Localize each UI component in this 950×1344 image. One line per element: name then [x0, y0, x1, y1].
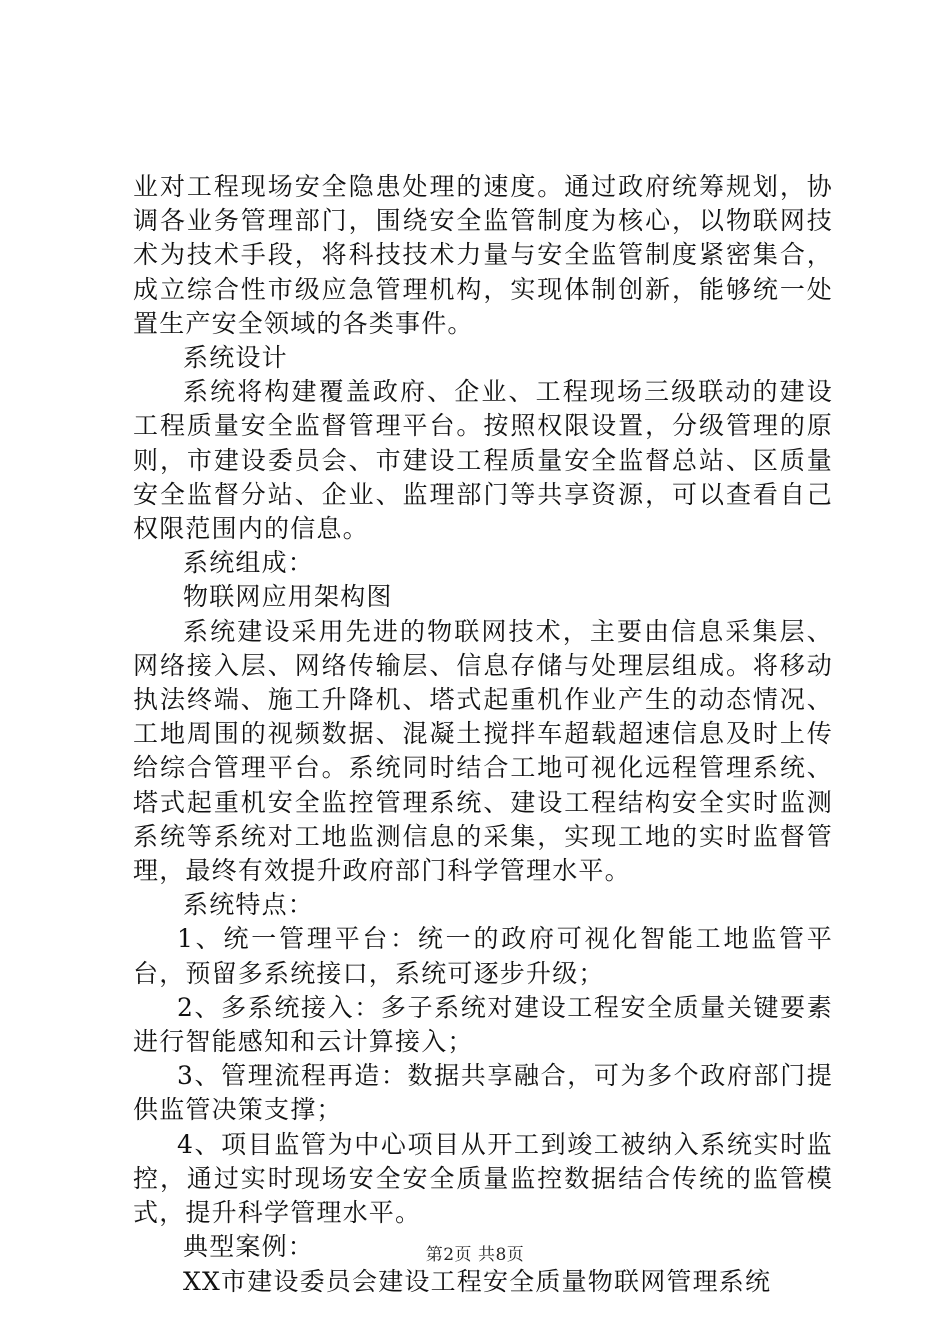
paragraph-case-name: XX市建设委员会建设工程安全质量物联网管理系统: [183, 1266, 772, 1296]
heading-iot-architecture: 物联网应用架构图: [183, 582, 393, 612]
paragraph-system-design: 系统将构建覆盖政府、企业、工程现场三级联动的建设工程质量安全监督管理平台。按照权限设置，分级管理的原则，市建设委员会、市建设工程质量安全监督总站、区质量安全监督分站、企业、监理部门等共享资源，可以查看自己权限范围内的信息。: [133, 377, 833, 544]
heading-system-features: 系统特点：: [183, 890, 315, 920]
heading-typical-cases: 典型案例：: [183, 1232, 315, 1262]
feature-item-2: 2、多系统接入：多子系统对建设工程安全质量关键要素进行智能感知和云计算接入；: [133, 992, 833, 1057]
heading-system-composition: 系统组成：: [183, 548, 315, 578]
heading-system-design: 系统设计: [183, 343, 288, 373]
paragraph-intro-continuation: 业对工程现场安全隐患处理的速度。通过政府统筹规划，协调各业务管理部门，围绕安全监管制度为核心，以物联网技术为技术手段，将科技技术力量与安全监管制度紧密集合，成立综合性市级应急管理机构，实现体制创新，能够统一处置生产安全领域的各类事件。: [133, 172, 833, 338]
paragraph-system-construction: 系统建设采用先进的物联网技术，主要由信息采集层、网络接入层、网络传输层、信息存储与处理层组成。将移动执法终端、施工升降机、塔式起重机作业产生的动态情况、工地周围的视频数据、混凝土搅拌车超载超速信息及时上传给综合管理平台。系统同时结合工地可视化远程管理系统、塔式起重机安全监控管理系统、建设工程结构安全实时监测系统等系统对工地监测信息的采集，实现工地的实时监督管理，最终有效提升政府部门科学管理水平。: [133, 616, 833, 886]
page-number: 第2页 共8页: [425, 1245, 525, 1265]
feature-item-3: 3、管理流程再造：数据共享融合，可为多个政府部门提供监管决策支撑；: [133, 1061, 833, 1125]
document-body: [133, 170, 833, 1299]
feature-item-4: 4、项目监管为中心项目从开工到竣工被纳入系统实时监控，通过实时现场安全安全质量监控数据结合传统的监管模式，提升科学管理水平。: [133, 1129, 833, 1228]
feature-item-1: 1、统一管理平台：统一的政府可视化智能工地监管平台，预留多系统接口，系统可逐步升级；: [133, 924, 833, 988]
